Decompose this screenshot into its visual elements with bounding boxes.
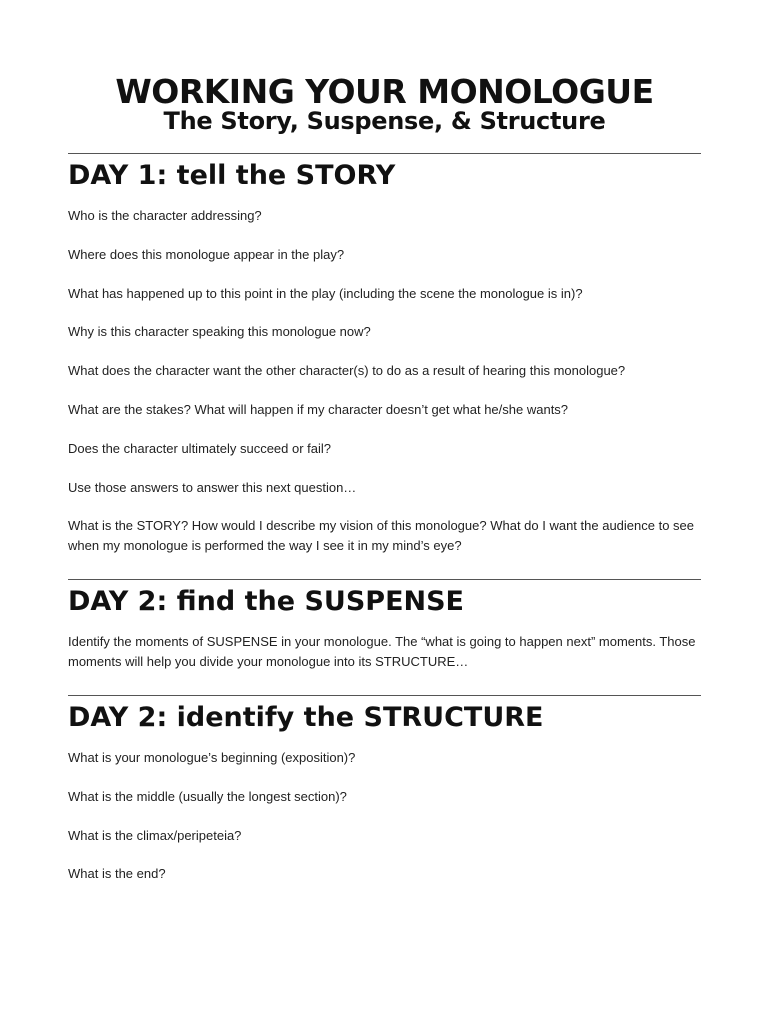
day1-question: Does the character ultimately succeed or fail? bbox=[68, 441, 332, 456]
divider bbox=[68, 579, 701, 580]
day1-question: Who is the character addressing? bbox=[68, 208, 262, 223]
divider bbox=[68, 153, 701, 154]
day1-instruction: Use those answers to answer this next question… bbox=[68, 480, 357, 495]
day1-question: What does the character want the other character(s) to do as a result of hearing this monologue? bbox=[68, 363, 626, 378]
day1-heading: DAY 1: tell the STORY bbox=[68, 160, 396, 191]
document-title: WORKING YOUR MONOLOGUE bbox=[115, 72, 654, 111]
day1-question: Why is this character speaking this monologue now? bbox=[68, 324, 371, 339]
day2-structure-question: What is the climax/peripeteia? bbox=[68, 828, 242, 843]
day1-question: What has happened up to this point in the play (including the scene the monologue is in)? bbox=[68, 286, 583, 301]
document-subtitle: The Story, Suspense, & Structure bbox=[163, 107, 606, 135]
divider bbox=[68, 695, 701, 696]
day1-story-question: What is the STORY? How would I describe my vision of this monologue? What do I want the audience to see when my monologue is performed the way I see it in my mind’s eye? bbox=[68, 518, 695, 553]
day2-suspense-heading: DAY 2: find the SUSPENSE bbox=[68, 586, 464, 617]
day2-structure-question: What is your monologue’s beginning (exposition)? bbox=[68, 750, 356, 765]
day1-question: Where does this monologue appear in the play? bbox=[68, 247, 345, 262]
day1-question: What are the stakes? What will happen if my character doesn’t get what he/she wants? bbox=[68, 402, 569, 417]
day2-suspense-body: Identify the moments of SUSPENSE in your monologue. The “what is going to happen next” moments. Those moments will help you divide your monologue into its STRUCTURE… bbox=[68, 634, 696, 669]
day2-structure-question: What is the end? bbox=[68, 866, 166, 881]
day2-structure-heading: DAY 2: identify the STRUCTURE bbox=[68, 702, 544, 733]
day2-structure-question: What is the middle (usually the longest section)? bbox=[68, 789, 347, 804]
